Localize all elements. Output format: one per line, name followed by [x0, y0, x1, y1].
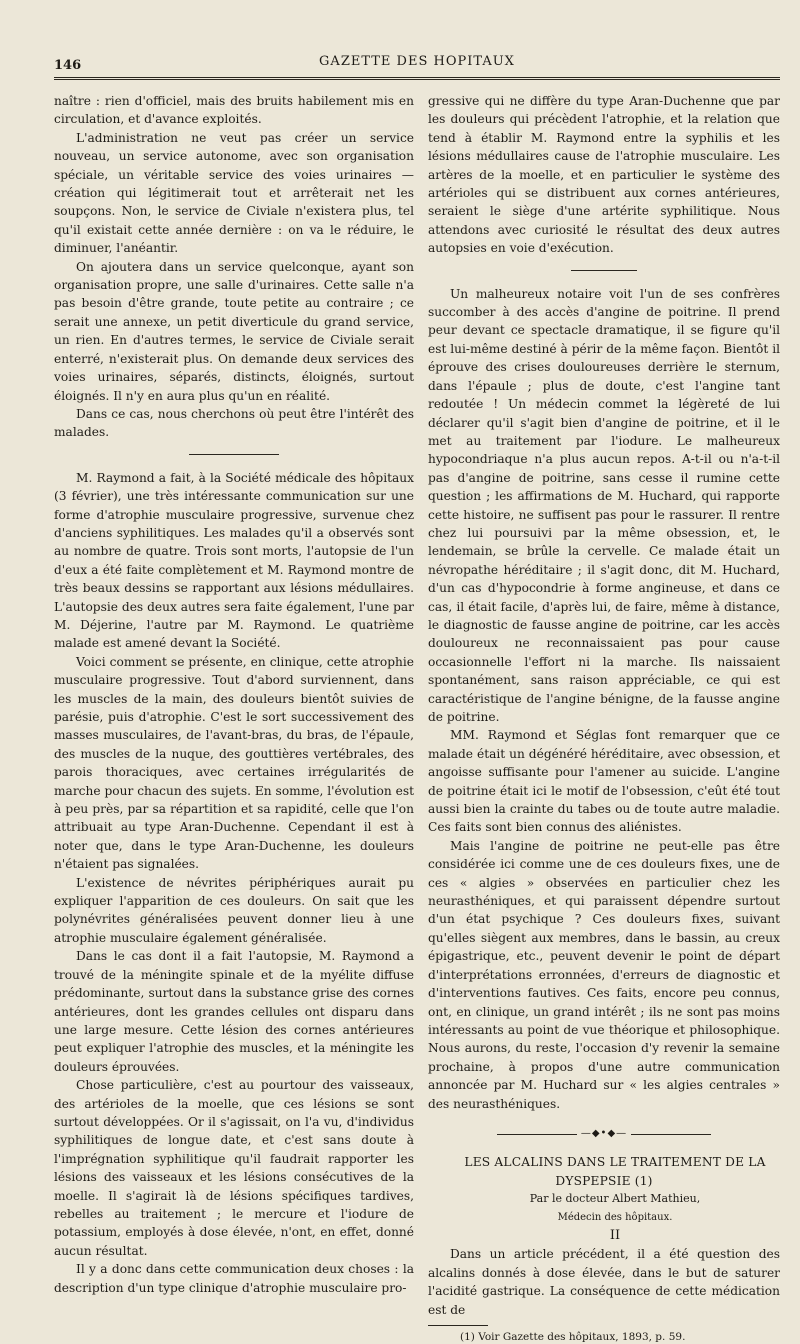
- article-byline: Par le docteur Albert Mathieu,: [529, 1192, 701, 1206]
- paragraph: Dans le cas dont il a fait l'autopsie, M. Raymond a trouvé de la méningite spinale et de la myélite diffuse prédominante, surtout dans la substance grise des cornes antérieures, dont les grandes cellules ont disparu dans une large mesure. Cette lésion des cornes antérieures peut expliquer l'atrophie des muscles, et la méningite les douleurs éprouvées.: [54, 949, 414, 1074]
- paragraph: L'existence de névrites périphériques aurait pu expliquer l'apparition de ces douleurs. On sait que les polynévrites généralisées peuvent donner lieu à une atrophie musculaire également généralisée.: [54, 875, 414, 945]
- paragraph: M. Raymond a fait, à la Société médicale des hôpitaux (3 février), une très intéressante communication sur une forme d'atrophie musculaire progressive, survenue chez d'anciens syphilitiques. Les malades qu'il a observés sont au nombre de quatre. Trois sont morts, l'autopsie de l'un d'eux a été faite complètement et M. Raymond montre de très beaux dessins se rapportant aux lésions médullaires. L'autopsie des deux autres sera faite également, l'une par M. Déjerine, l'autre par M. Raymond. Le quatrième malade est amené devant la Société.: [54, 470, 414, 651]
- section-divider: [571, 270, 637, 271]
- page-header: [54, 54, 780, 74]
- section-divider: [189, 454, 279, 455]
- paragraph: L'administration ne veut pas créer un service nouveau, un service autonome, avec son organisation spéciale, un véritable service des voies urinaires — création qui légitimerait tout et arrêterait net les soupçons. Non, le service de Civiale n'existera plus, tel qu'il existait cette année dernière : on va le réduire, le diminuer, l'anéantir.: [54, 130, 414, 256]
- author-affiliation: Médecin des hôpitaux.: [557, 1211, 673, 1223]
- paragraph: gressive qui ne diffère du type Aran-Duchenne que par les douleurs qui précèdent l'atrophie, et la relation que tend à établir M. Raymond entre la syphilis et les lésions médullaires cause de l'atrophie musculaire. Les artères de la moelle, et en particulier le système des artérioles qui se distribuent aux cornes antérieures, seraient le siège d'une artérite syphilitique. Nous attendons avec curiosité le résultat des deux autres autopsies en voie d'exécution.: [428, 94, 780, 256]
- paragraph: Mais l'angine de poitrine ne peut-elle pas être considérée ici comme une de ces douleurs fixes, une de ces « algies » observées en particulier chez les neurasthéniques, et qui paraissent dépendre surtout d'un état psychique ? Ces douleurs fixes, suivant qu'elles siègent aux membres, dans le bassin, au creux épigastrique, etc., peuvent devenir le point de départ d'interprétations erronnées, d'erreurs de diagnostic et d'interventions fautives. Ces faits, encore peu connus, ont, en clinique, un grand intérêt ; ils ne sont pas moins intéressants au point de vue théorique et philosophique. Nous aurons, du reste, l'occasion d'y revenir la semaine prochaine, à propos d'une autre communication annoncée par M. Huchard sur « les algies centrales » des neurasthéniques.: [428, 838, 780, 1111]
- paragraph: Dans un article précédent, il a été question des alcalins donnés à dose élevée, dans le but de saturer l'acidité gastrique. La conséquence de cette médication est de: [428, 1247, 780, 1317]
- article-title: LES ALCALINS DANS LE TRAITEMENT DE LA DYSPEPSIE (1): [464, 1155, 766, 1188]
- paragraph: Voici comment se présente, en clinique, cette atrophie musculaire progressive. Tout d'abord surviennent, dans les muscles de la main, des douleurs bientôt suivies de parésie, puis d'atrophie. C'est le sort successivement des masses musculaires, de l'avant-bras, du bras, de l'épaule, des muscles de la nuque, des gouttières vertébrales, des parois thoraciques, avec certaines irrégularités de marche pour chacun des sujets. En somme, l'évolution est à peu près, par sa répartition et sa rapidité, celle que l'on attribuait au type Aran-Duchenne. Cependant il est à noter que, dans le type Aran-Duchenne, les douleurs n'étaient pas signalées.: [54, 654, 414, 872]
- paragraph: On ajoutera dans un service quelconque, ayant son organisation propre, une salle d'urinaires. Cette salle n'a pas besoin d'être grande, toute petite au contraire ; ce serait une annexe, un petit diverticule du grand service, un rien. En d'autres termes, le service de Civiale serait enterré, n'existerait plus. On demande deux services des voies urinaires, séparés, distincts, éloignés, surtout éloignés. Il n'y en aura plus qu'un en réalité.: [54, 259, 414, 403]
- footnote: (1) Voir Gazette des hôpitaux, 1893, p. 59.: [460, 1331, 686, 1343]
- separator-line: [497, 1134, 577, 1135]
- page-number: 146: [54, 58, 82, 73]
- right-column: [428, 92, 780, 1344]
- running-title: GAZETTE DES HOPITAUX: [319, 54, 515, 69]
- paragraph: naître : rien d'officiel, mais des bruits habilement mis en circulation, et d'avance exploités.: [54, 94, 414, 127]
- paragraph: MM. Raymond et Séglas font remarquer que ce malade était un dégénéré héréditaire, avec obsession, et angoisse suffisante pour l'amener au suicide. L'angine de poitrine était ici le motif de l'obsession, c'eût été tout aussi bien la crainte du tabes ou de toute autre maladie. Ces faits sont bien connus des aliénistes.: [428, 728, 780, 835]
- paragraph: Chose particulière, c'est au pourtour des vaisseaux, des artérioles de la moelle, que ces lésions se sont surtout développées. Or il s'agissait, on l'a vu, d'individus syphilitiques de longue date, et c'est sans doute à l'imprégnation syphilitique qu'il faudrait rapporter les lésions des vaisseaux et les lésions consécutives de la moelle. Il s'agirait là de lésions spécifiques tardives, rebelles au traitement ; le mercure et l'iodure de potassium, employés à dose élevée, n'ont, en effet, donné aucun résultat.: [54, 1078, 414, 1258]
- footnote-rule: [428, 1325, 488, 1326]
- article-separator: [428, 1125, 780, 1143]
- paragraph: Il y a donc dans cette communication deux choses : la description d'un type clinique d'atrophie musculaire pro-: [54, 1262, 414, 1295]
- paragraph: Dans ce cas, nous cherchons où peut être l'intérêt des malades.: [54, 406, 414, 440]
- paragraph: Un malheureux notaire voit l'un de ses confrères succomber à des accès d'angine de poitrine. Il prend peur devant ce spectacle dramatique, il se figure qu'il est lui-même destiné à périr de la même façon. Bientôt il éprouve des crises douloureuses derrière le sternum, dans l'épaule ; plus de doute, c'est l'angine tant redoutée ! Un médecin commet la légèreté de lui déclarer qu'il s'agit bien d'angine de poitrine, et il le met au traitement par l'iodure. Le malheureux hypocondriaque n'a plus aucun repos. A-t-il ou n'a-t-il pas d'angine de poitrine, sans cesse il rumine cette question ; les affirmations de M. Huchard, qui rapporte cette histoire, ne suffisent pas pour le rassurer. Il rentre chez lui poursuivi par la même obsession, et, le lendemain, se brûle la cervelle. Ce malade était un névropathe héréditaire ; il s'agit donc, dit M. Huchard, d'un cas d'hypocondrie à forme angineuse, et dans ce cas, il était facile, d'après lui, de faire, même à distance, le diagnostic de fausse angine de poitrine, car les accès douloureux ne reconnaissaient pas pour cause occasionnelle l'effort ni la marche. Ils naissaient spontanément, sans raison appréciable, ce qui est caractéristique de l'angine bénigne, de la fausse angine de poitrine.: [428, 286, 780, 724]
- left-column: [54, 92, 414, 1297]
- section-number: II: [609, 1227, 621, 1243]
- header-double-rule: [54, 77, 780, 82]
- ornament-glyph: —◆•◆—: [580, 1127, 628, 1139]
- separator-line: [631, 1134, 711, 1135]
